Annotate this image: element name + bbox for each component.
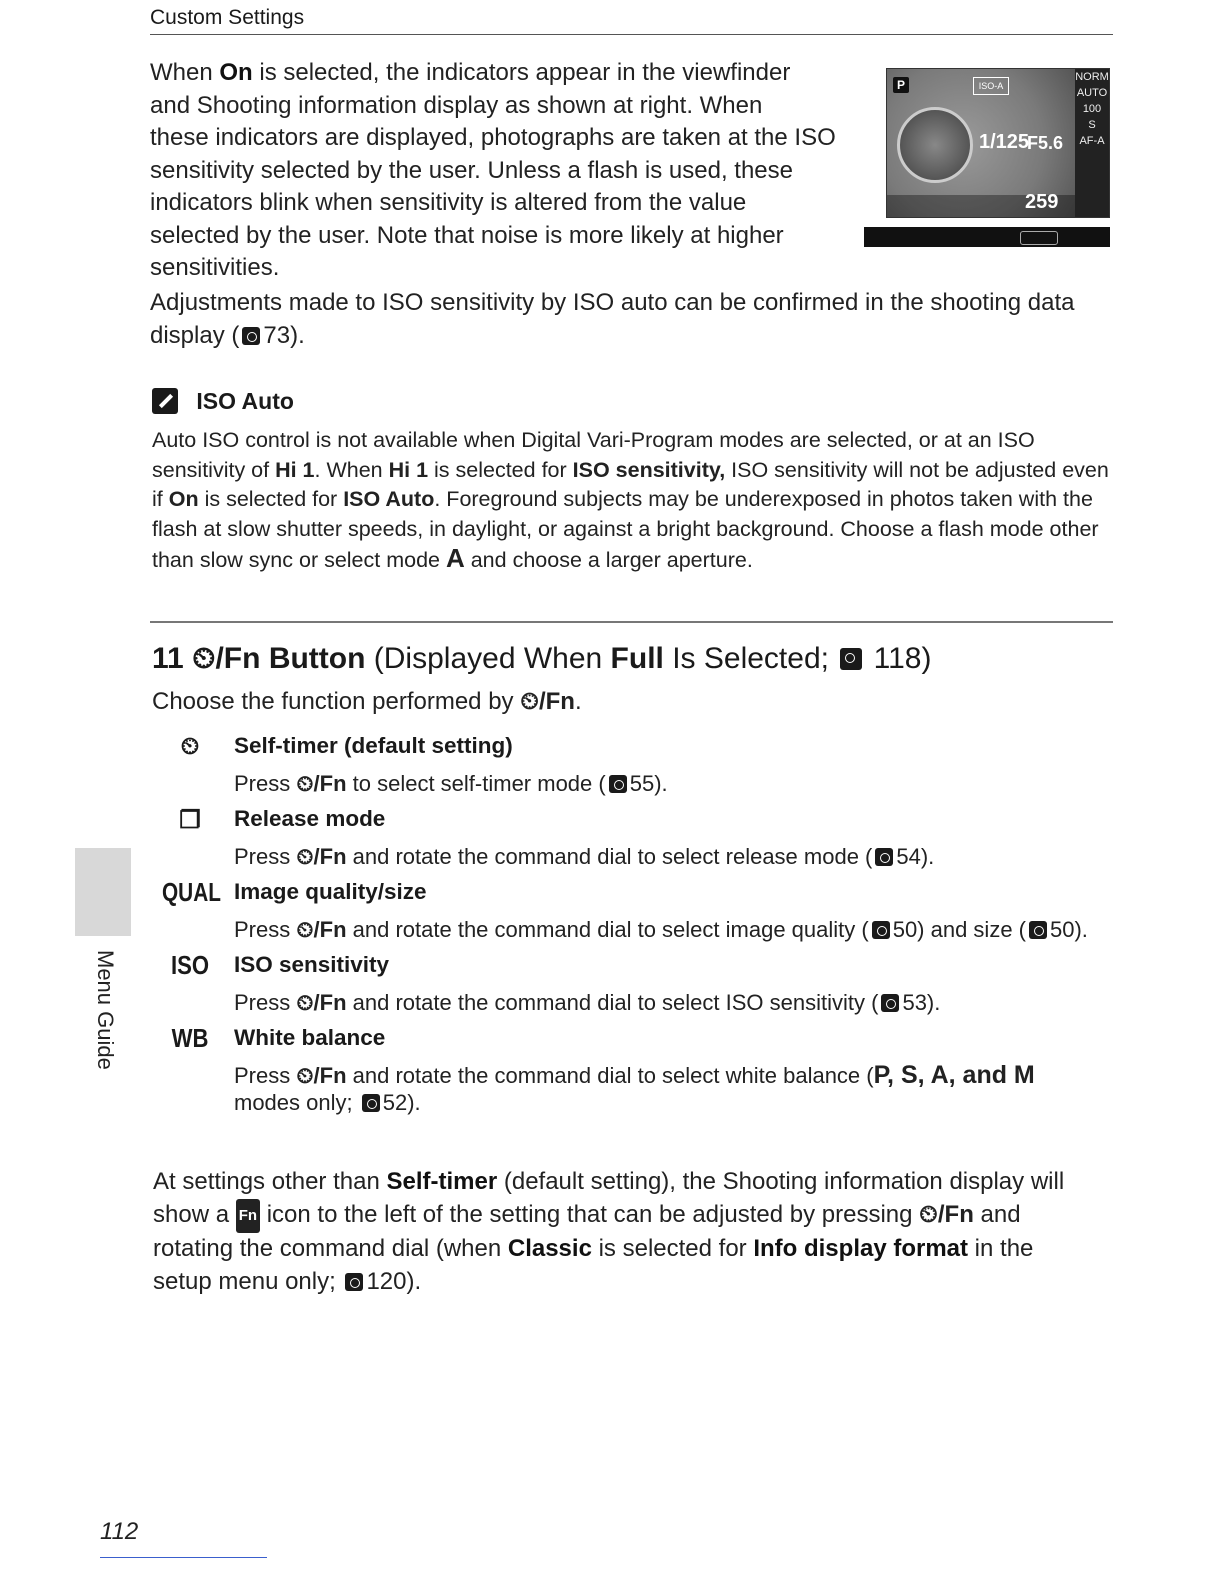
adjust-line: display ( 73). [150,321,305,349]
section-subtitle: Choose the function performed by ⏲/Fn. [152,686,582,719]
pencil-note-icon [152,388,178,414]
page-ref-icon [840,648,862,670]
release-mode-icon: ❐ [179,807,201,834]
panel-item: NORM [1075,71,1109,83]
section-divider [150,621,1113,623]
page-ref-icon [875,848,893,866]
intro-line: sensitivities. [150,254,280,281]
page-ref-icon [872,921,890,939]
note-heading [152,388,294,415]
note-body [152,426,1122,576]
intro-line: sensitivity selected by the user. Unless a flash is used, these [150,156,793,184]
note-line: Auto ISO control is not available when Digital Vari-Program modes are selected, or at an ISO [152,428,1035,452]
chapter-tab [75,848,131,936]
frame-count: 259 [1025,191,1059,213]
self-timer-icon: ⏲ [520,688,539,715]
viewfinder-right-panel [1075,69,1109,217]
panel-item: AUTO [1076,87,1108,99]
fn-icon: Fn [236,1199,260,1234]
mode-indicator: P [893,77,909,93]
intro-paragraph [150,57,840,285]
page-number: 112 [100,1518,139,1545]
note-title: ISO Auto [196,388,294,414]
aperture: F5.6 [1027,133,1064,153]
page-ref-icon [609,775,627,793]
viewfinder-illustration [886,68,1110,218]
note-line: than slow sync or select mode A and choose a larger aperture. [152,543,753,573]
section-heading: 11 ⏲/Fn Button (Displayed When Full Is Selected; 118) [152,642,932,675]
intro-line: When On is selected, the indicators appear in the viewfinder [150,59,791,86]
intro-line: selected by the user. Note that noise is more likely at higher [150,221,784,249]
iso-auto-indicator: ISO-A [973,77,1009,95]
footer-rule [100,1557,267,1558]
iso-auto-pill-icon [1020,231,1058,245]
chapter-label: Menu Guide [93,950,118,1070]
page-ref-icon [362,1094,380,1112]
self-timer-icon: ⏲ [919,1200,938,1228]
panel-item: 100 [1082,103,1102,115]
adjust-line: Adjustments made to ISO sensitivity by ISO auto can be confirmed in the shooting data [150,289,1075,316]
intro-line: and Shooting information display as shown at right. When [150,91,763,119]
mode-dial-graphic [897,107,973,183]
closing-paragraph: At settings other than Self-timer (default setting), the Shooting information display will show a Fn icon to the left of the setting that can be adjusted by pressing ⏲/Fn and rotating the command dial (when Classic is selected for Info display format in the setup menu only; 120). [153,1168,1065,1295]
intro-line: indicators blink when sensitivity is altered from the value [150,189,747,216]
note-line: if On is selected for ISO Auto. Foreground subjects may be underexposed in photos taken with the [152,487,1093,511]
note-line: flash at slow shutter speeds, in daylight, or against a bright background. Choose a flash mode other [152,516,1099,541]
self-timer-icon: ⏲ [180,733,200,760]
panel-item: S [1088,119,1096,131]
panel-item: AF-A [1079,135,1105,147]
page-ref-icon [881,994,899,1012]
running-header: Custom Settings [150,6,305,29]
viewfinder-scene [887,69,1075,217]
page-ref-icon [345,1273,363,1291]
qual-icon: QUAL [162,877,221,907]
shutter-speed: 1/125 [979,131,1030,153]
self-timer-icon: ⏲ [192,642,216,675]
viewfinder-bar [864,227,1110,247]
wb-icon: WB [171,1023,209,1053]
adjust-paragraph [150,287,1110,352]
page-ref-icon [242,327,260,345]
iso-icon: ISO [170,950,210,980]
page-ref-icon [1029,921,1047,939]
note-line: sensitivity of Hi 1. When Hi 1 is selected for ISO sensitivity, ISO sensitivity will not be adjusted even [152,457,1109,482]
intro-line: these indicators are displayed, photographs are taken at the ISO [150,124,836,151]
header-rule [150,34,1113,35]
